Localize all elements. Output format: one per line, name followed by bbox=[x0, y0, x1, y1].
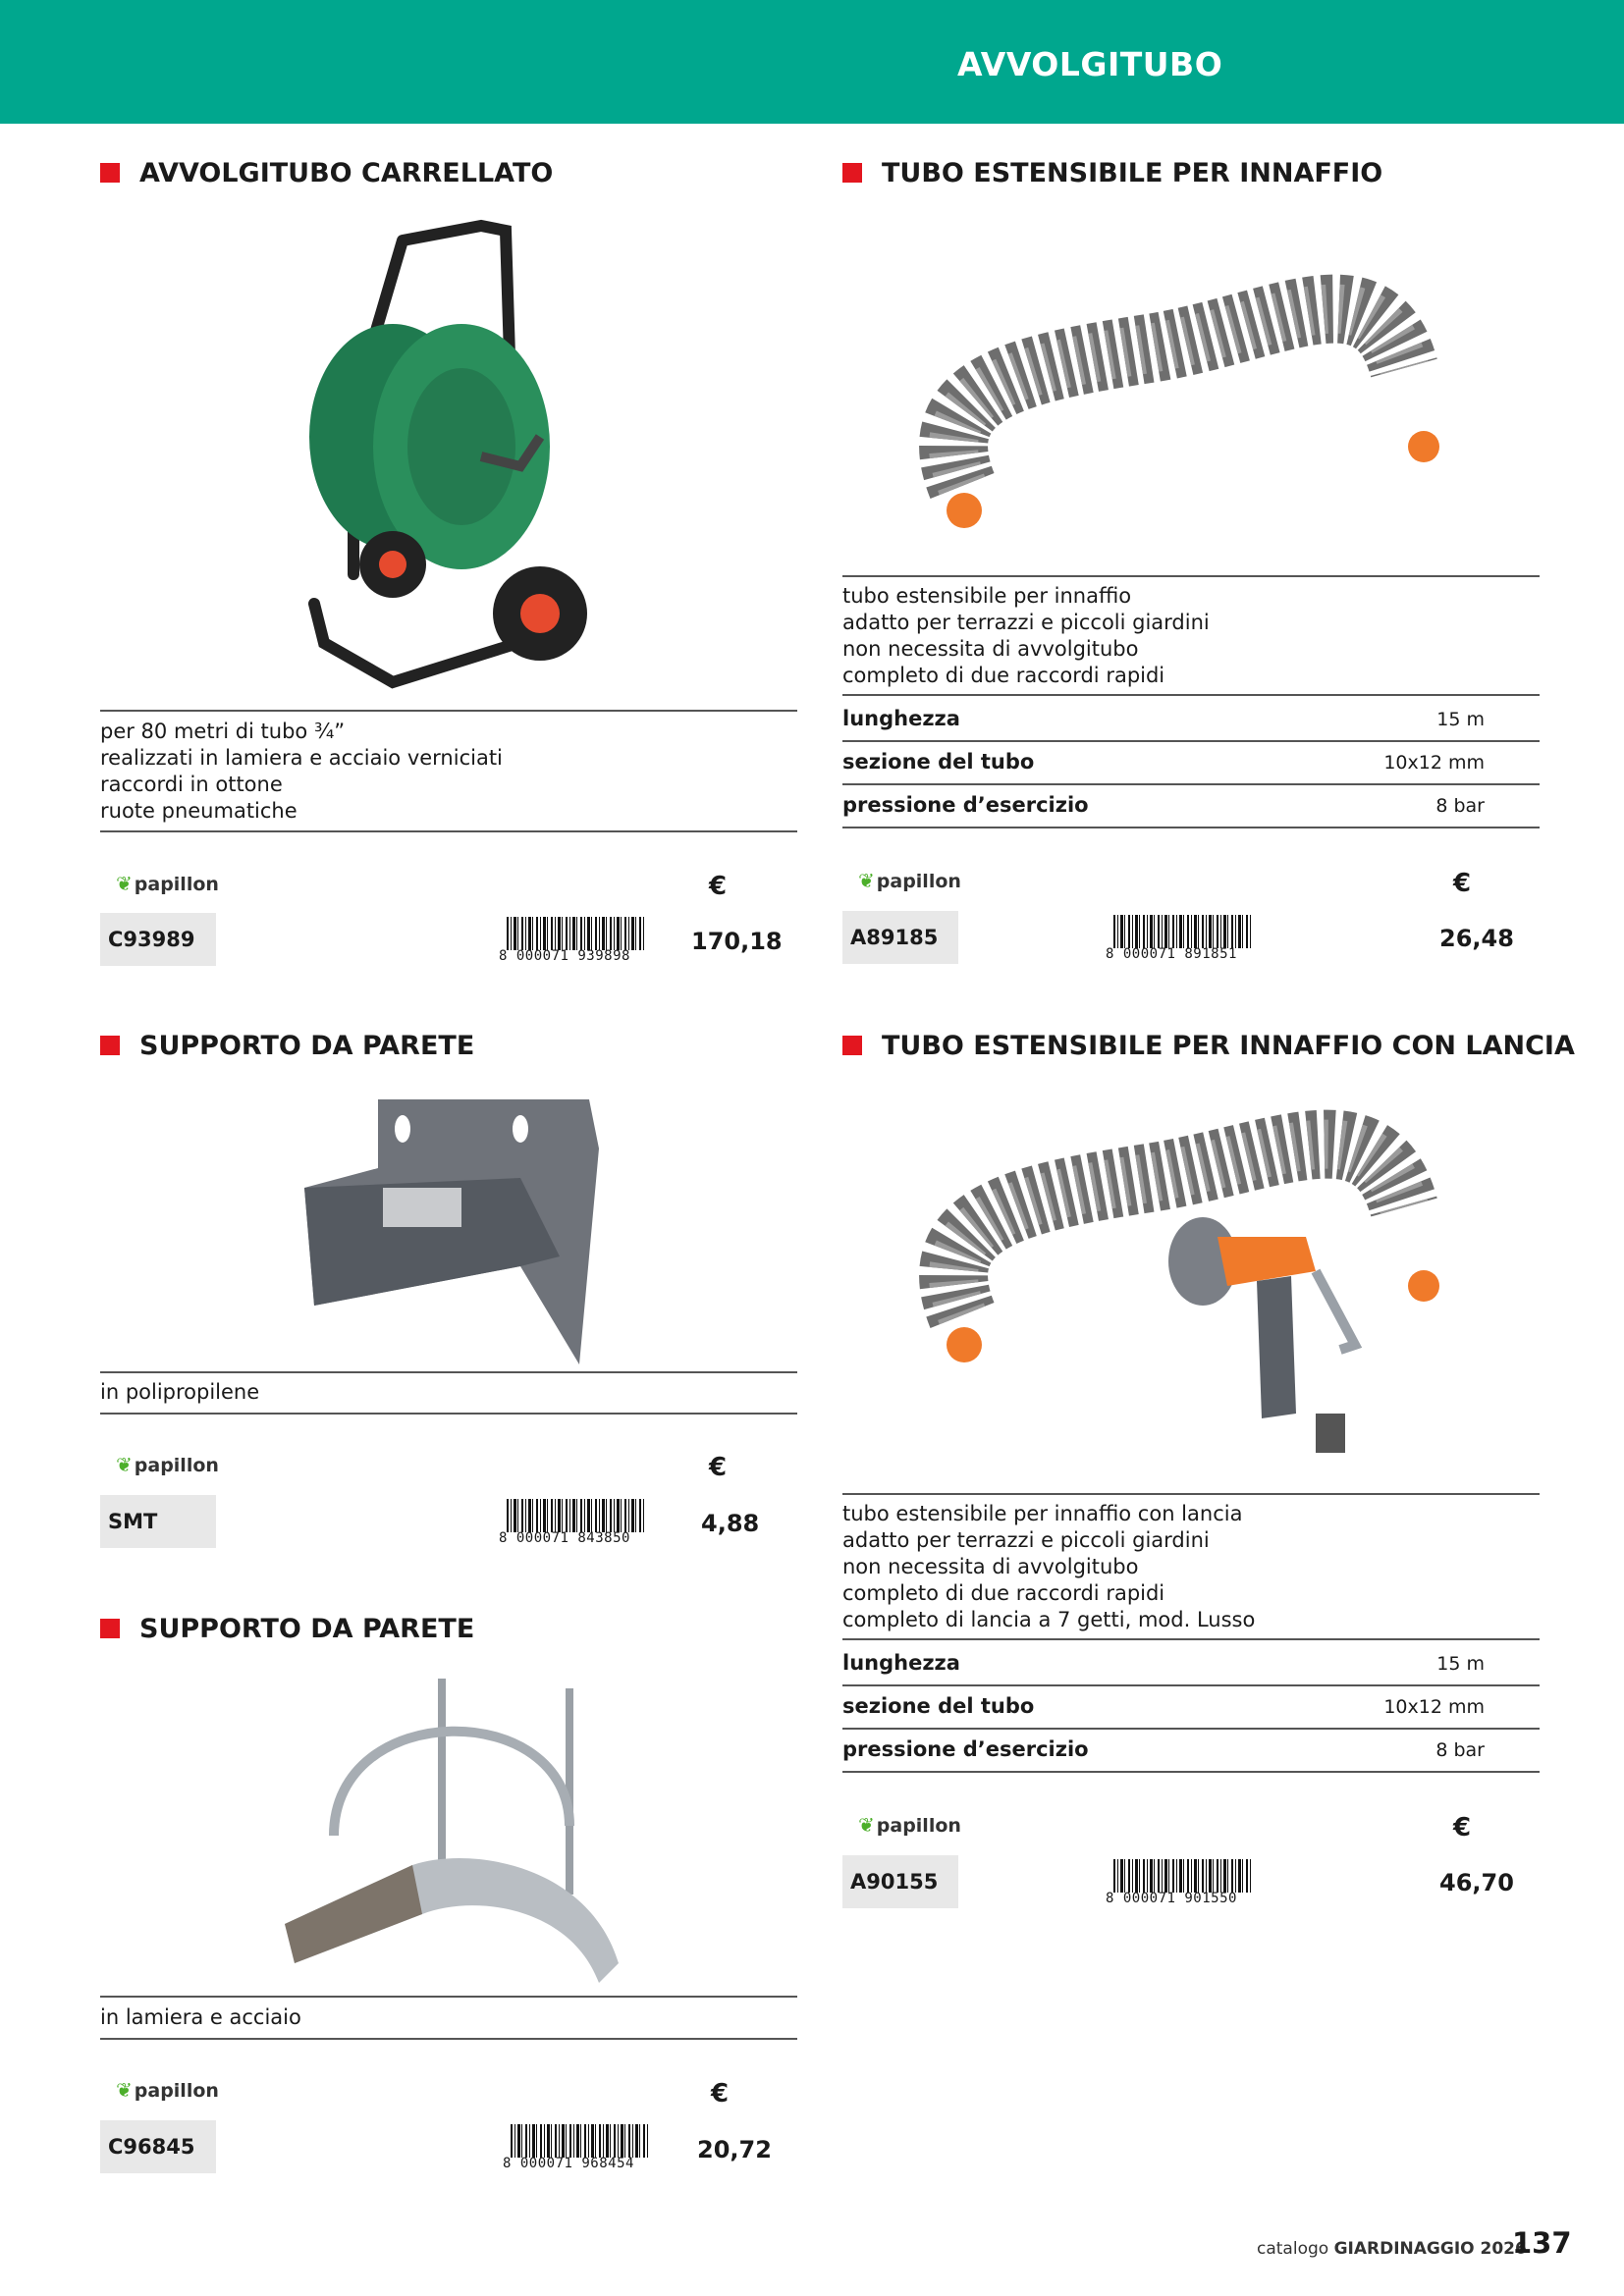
currency-symbol: € bbox=[711, 2079, 730, 2109]
page-number: 137 bbox=[1512, 2226, 1572, 2260]
product-title: TUBO ESTENSIBILE PER INNAFFIO CON LANCIA bbox=[882, 1031, 1575, 1061]
barcode-number: 8 000071 901550 bbox=[1106, 1891, 1237, 1906]
section-marker-icon bbox=[100, 163, 120, 183]
divider bbox=[100, 1996, 797, 1998]
header-bar bbox=[0, 0, 1624, 124]
divider bbox=[842, 694, 1540, 696]
section-marker-icon bbox=[842, 1036, 862, 1055]
product-description: per 80 metri di tubo ¾” realizzati in lamiera e acciaio verniciati raccordi in ottone ruote pneumatiche bbox=[100, 720, 503, 823]
spec-row-pressure: pressione d’esercizio 8 bar bbox=[842, 1730, 1540, 1773]
barcode-bars bbox=[507, 1499, 644, 1532]
product-price: 170,18 bbox=[691, 928, 783, 955]
divider bbox=[842, 1638, 1540, 1640]
section-marker-icon bbox=[100, 1036, 120, 1055]
brand-logo: ❦ papillon bbox=[858, 869, 961, 892]
extensible-hose-image bbox=[903, 240, 1473, 535]
section-marker-icon bbox=[842, 163, 862, 183]
currency-symbol: € bbox=[1453, 869, 1472, 898]
barcode-number: 8 000071 843850 bbox=[499, 1530, 630, 1546]
product-code: SMT bbox=[100, 1495, 216, 1548]
barcode-number: 8 000071 891851 bbox=[1106, 946, 1237, 962]
spec-row-length: lunghezza 15 m bbox=[842, 1643, 1540, 1686]
barcode-bars bbox=[507, 917, 644, 950]
product-title: SUPPORTO DA PARETE bbox=[139, 1031, 474, 1061]
product-price: 46,70 bbox=[1439, 1869, 1514, 1896]
brand-logo: ❦ papillon bbox=[116, 872, 219, 895]
barcode-bars bbox=[1113, 915, 1251, 948]
hose-reel-cart-image bbox=[295, 211, 609, 702]
barcode bbox=[499, 1499, 644, 1546]
spec-row-section: sezione del tubo 10x12 mm bbox=[842, 742, 1540, 785]
product-code: A89185 bbox=[842, 911, 958, 964]
product-description: tubo estensibile per innaffio con lancia adatto per terrazzi e piccoli giardini non necessita di avvolgitubo completo di due raccordi rapidi completo di lancia a 7 getti, mod. Lusso bbox=[842, 1502, 1256, 1631]
product-title: AVVOLGITUBO CARRELLATO bbox=[139, 158, 553, 188]
spec-row-pressure: pressione d’esercizio 8 bar bbox=[842, 785, 1540, 828]
metal-wall-bracket-image bbox=[275, 1669, 648, 1993]
brand-logo: ❦ papillon bbox=[116, 1453, 219, 1476]
product-code: C93989 bbox=[100, 913, 216, 966]
leaf-icon: ❦ bbox=[858, 1813, 875, 1837]
spec-row-section: sezione del tubo 10x12 mm bbox=[842, 1686, 1540, 1730]
divider bbox=[100, 1413, 797, 1415]
barcode-number: 8 000071 939898 bbox=[499, 948, 630, 964]
divider bbox=[100, 1371, 797, 1373]
product-title: SUPPORTO DA PARETE bbox=[139, 1614, 474, 1644]
spec-row-length: lunghezza 15 m bbox=[842, 699, 1540, 742]
divider bbox=[842, 1493, 1540, 1495]
divider bbox=[842, 575, 1540, 577]
divider bbox=[100, 710, 797, 712]
barcode-number: 8 000071 968454 bbox=[503, 2156, 634, 2171]
product-price: 4,88 bbox=[701, 1510, 760, 1537]
barcode-bars bbox=[511, 2124, 648, 2158]
barcode bbox=[499, 917, 644, 964]
barcode bbox=[1106, 1859, 1251, 1906]
barcode bbox=[503, 2124, 648, 2171]
currency-symbol: € bbox=[709, 872, 728, 901]
brand-logo: ❦ papillon bbox=[116, 2078, 219, 2102]
currency-symbol: € bbox=[709, 1453, 728, 1482]
product-description: in polipropilene bbox=[100, 1380, 260, 1404]
barcode-bars bbox=[1113, 1859, 1251, 1893]
section-marker-icon bbox=[100, 1619, 120, 1638]
product-title: TUBO ESTENSIBILE PER INNAFFIO bbox=[882, 158, 1382, 188]
product-code: C96845 bbox=[100, 2120, 216, 2173]
product-price: 20,72 bbox=[697, 2136, 772, 2163]
extensible-hose-with-spray-gun-image bbox=[903, 1090, 1473, 1472]
barcode bbox=[1106, 915, 1251, 962]
product-price: 26,48 bbox=[1439, 925, 1514, 952]
footer-catalog-label: catalogo GIARDINAGGIO 2026 bbox=[1257, 2239, 1527, 2259]
leaf-icon: ❦ bbox=[116, 1453, 133, 1476]
product-description: in lamiera e acciaio bbox=[100, 2005, 301, 2029]
product-code: A90155 bbox=[842, 1855, 958, 1908]
product-description: tubo estensibile per innaffio adatto per terrazzi e piccoli giardini non necessita di avvolgitubo completo di due raccordi rapidi bbox=[842, 584, 1210, 687]
leaf-icon: ❦ bbox=[858, 869, 875, 892]
currency-symbol: € bbox=[1453, 1813, 1472, 1842]
plastic-wall-bracket-image bbox=[285, 1090, 619, 1374]
page-category-title: AVVOLGITUBO bbox=[957, 45, 1223, 83]
leaf-icon: ❦ bbox=[116, 2078, 133, 2102]
divider bbox=[100, 830, 797, 832]
divider bbox=[100, 2038, 797, 2040]
leaf-icon: ❦ bbox=[116, 872, 133, 895]
brand-logo: ❦ papillon bbox=[858, 1813, 961, 1837]
